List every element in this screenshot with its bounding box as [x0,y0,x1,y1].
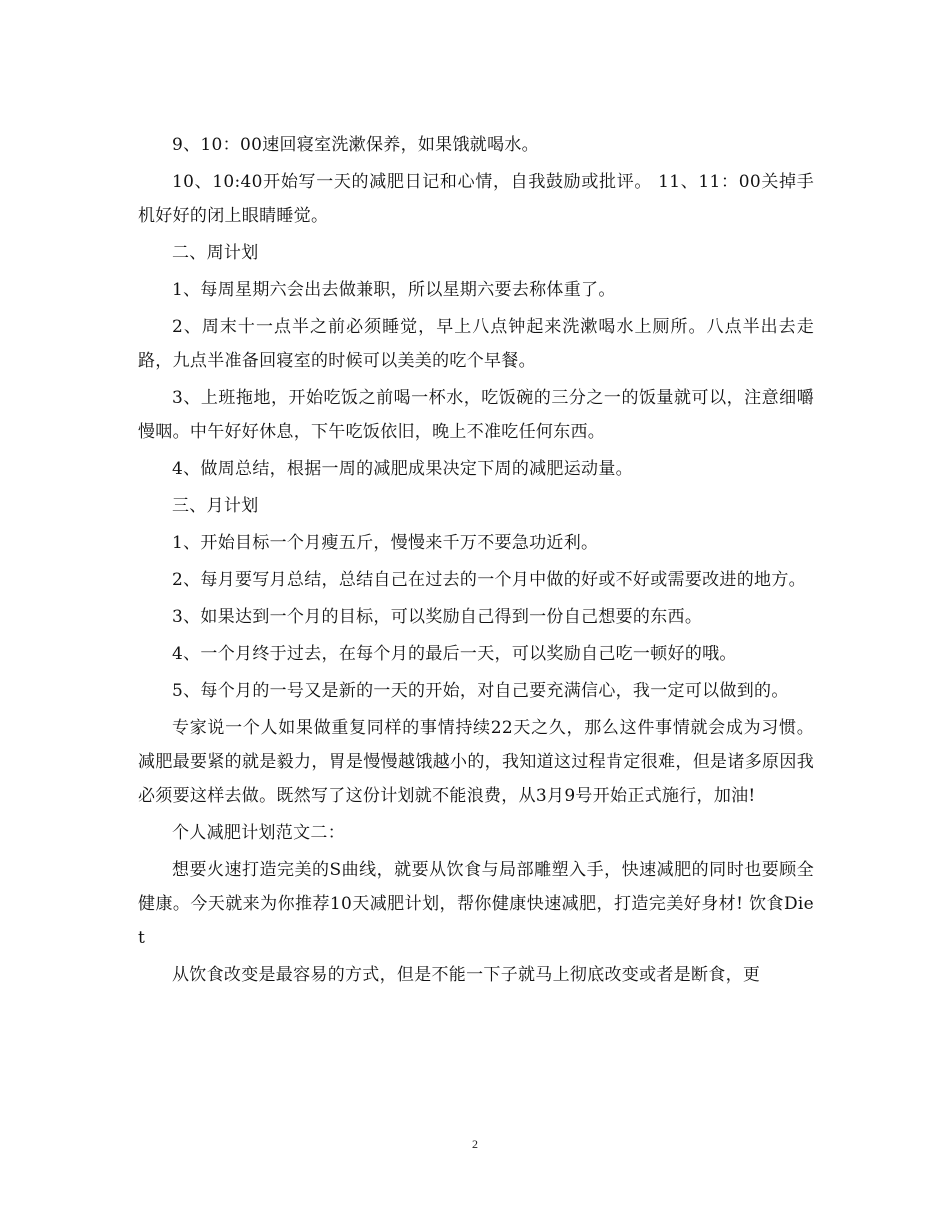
paragraph-12: 4、一个月终于过去，在每个月的最后一天，可以奖励自己吃一顿好的哦。 [172,644,737,664]
paragraph-1: 9、10：00速回寝室洗漱保养，如果饿就喝水。 [172,135,539,155]
paragraph-17: 从饮食改变是最容易的方式，但是不能一下子就马上彻底改变或者是断食，更 [172,965,761,985]
section-heading-monthly-plan: 三、月计划 [172,496,259,516]
paragraph-5: 2、周末十一点半之前必须睡觉，早上八点钟起来洗漱喝水上厕所。八点半出去走路，九点半准备回寝室的时候可以美美的吃个早餐。 [138,317,814,371]
paragraph-11: 3、如果达到一个月的目标，可以奖励自己得到一份自己想要的东西。 [172,607,703,627]
paragraph-4: 1、每周星期六会出去做兼职，所以星期六要去称体重了。 [172,280,616,300]
paragraph-9: 1、开始目标一个月瘦五斤，慢慢来千万不要急功近利。 [172,533,599,553]
paragraph-7: 4、做周总结，根据一周的减肥成果决定下周的减肥运动量。 [172,459,633,479]
section-heading-sample-two: 个人减肥计划范文二： [172,823,345,843]
paragraph-13: 5、每个月的一号又是新的一天的开始，对自己要充满信心，我一定可以做到的。 [172,681,789,701]
paragraph-10: 2、每月要写月总结，总结自己在过去的一个月中做的好或不好或需要改进的地方。 [172,570,806,590]
document-body [138,128,814,995]
paragraph-16: 想要火速打造完美的S曲线，就要从饮食与局部雕塑入手，快速减肥的同时也要顾全健康。今天就来为你推荐10天减肥计划，帮你健康快速减肥，打造完美好身材! 饮食Diet [138,860,814,948]
paragraph-6: 3、上班拖地，开始吃饭之前喝一杯水，吃饭碗的三分之一的饭量就可以，注意细嚼慢咽。中午好好休息，下午吃饭依旧，晚上不准吃任何东西。 [138,388,814,442]
paragraph-14: 专家说一个人如果做重复同样的事情持续22天之久，那么这件事情就会成为习惯。减肥最要紧的就是毅力，胃是慢慢越饿越小的，我知道这过程肯定很难，但是诸多原因我必须要这样去做。既然写了这份计划就不能浪费，从3月9号开始正式施行，加油! [138,718,814,806]
page-number: 2 [472,1137,478,1151]
section-heading-weekly-plan: 二、周计划 [172,243,259,263]
paragraph-2: 10、10:40开始写一天的减肥日记和心情，自我鼓励或批评。 11、11：00关掉手机好好的闭上眼睛睡觉。 [138,172,814,226]
